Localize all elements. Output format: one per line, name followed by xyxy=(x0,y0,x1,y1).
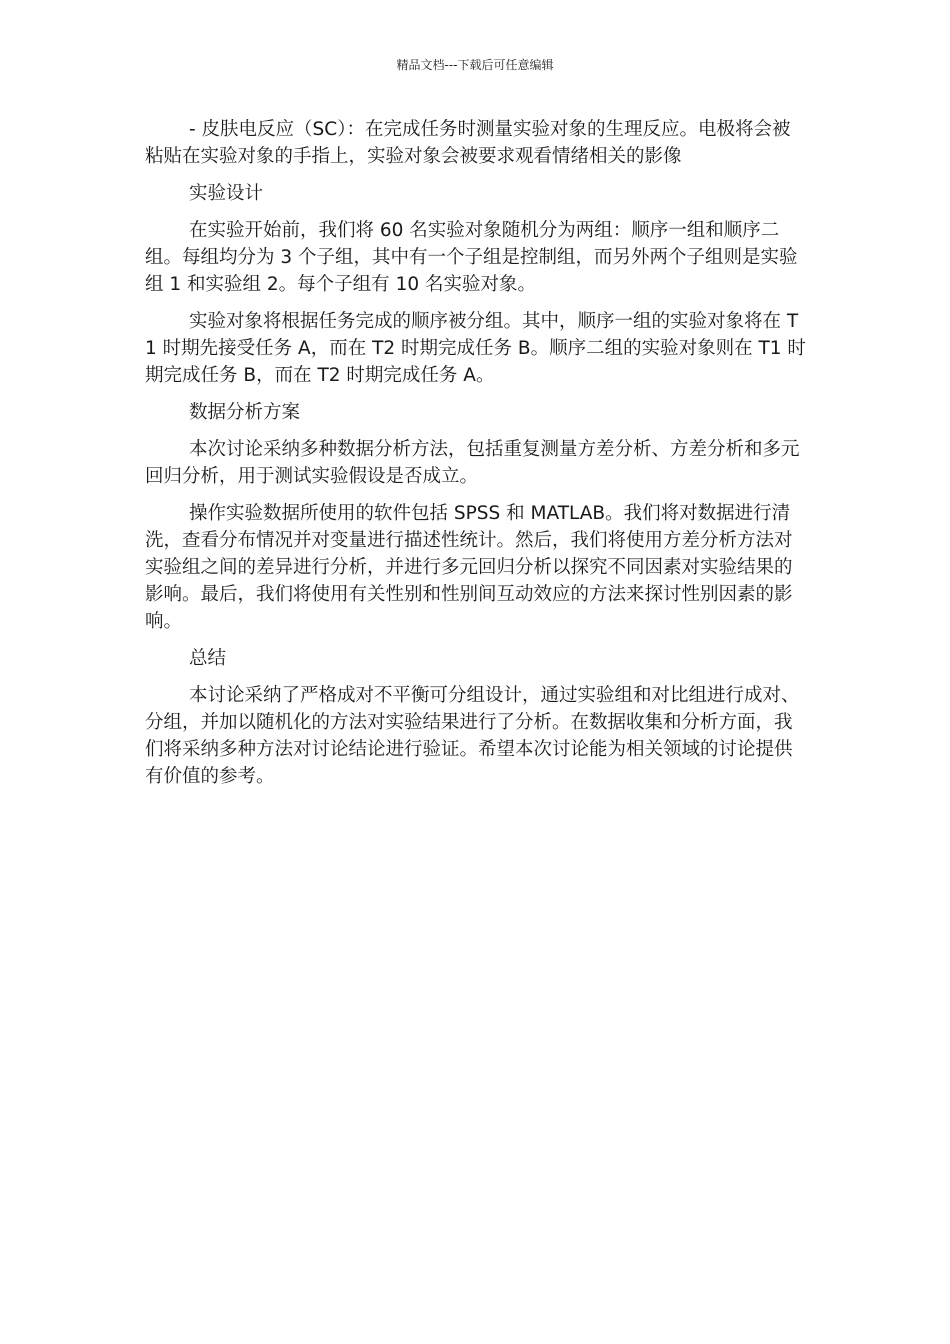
paragraph-software: 操作实验数据所使用的软件包括 SPSS 和 MATLAB。我们将对数据进行清洗，查看分布情况并对变量进行描述性统计。然后，我们将使用方差分析方法对实验组之间的差异进行分析，并进行多元回归分析以探究不同因素对实验结果的影响。最后，我们将使用有关性别和性别间互动效应的方法来探讨性别因素的影响。 xyxy=(145,503,793,632)
paragraph-skin-conductance: - 皮肤电反应（SC）：在完成任务时测量实验对象的生理反应。电极将会被粘贴在实验对象的手指上，实验对象会被要求观看情绪相关的影像 xyxy=(145,119,791,167)
document-body xyxy=(145,116,807,800)
section-heading-experiment-design: 实验设计 xyxy=(189,183,264,204)
section-heading-data-analysis: 数据分析方案 xyxy=(189,402,301,423)
section-heading-summary: 总结 xyxy=(189,648,227,669)
paragraph-task-order: 实验对象将根据任务完成的顺序被分组。其中，顺序一组的实验对象将在 T1 时期先接受任务 A，而在 T2 时期完成任务 B。顺序二组的实验对象则在 T1 时期完成任务 B，而在 T2 时期完成任务 A。 xyxy=(145,311,806,386)
paragraph-grouping: 在实验开始前，我们将 60 名实验对象随机分为两组：顺序一组和顺序二组。每组均分为 3 个子组，其中有一个子组是控制组，而另外两个子组则是实验组 1 和实验组 2。每个子组有 10 名实验对象。 xyxy=(145,220,798,295)
paragraph-summary: 本讨论采纳了严格成对不平衡可分组设计，通过实验组和对比组进行成对、分组，并加以随机化的方法对实验结果进行了分析。在数据收集和分析方面，我们将采纳多种方法对讨论结论进行验证。希望本次讨论能为相关领域的讨论提供有价值的参考。 xyxy=(145,685,800,787)
paragraph-analysis-methods: 本次讨论采纳多种数据分析方法，包括重复测量方差分析、方差分析和多元回归分析，用于测试实验假设是否成立。 xyxy=(145,439,800,487)
page-header: 精品文档---下载后可任意编辑 xyxy=(396,58,554,72)
